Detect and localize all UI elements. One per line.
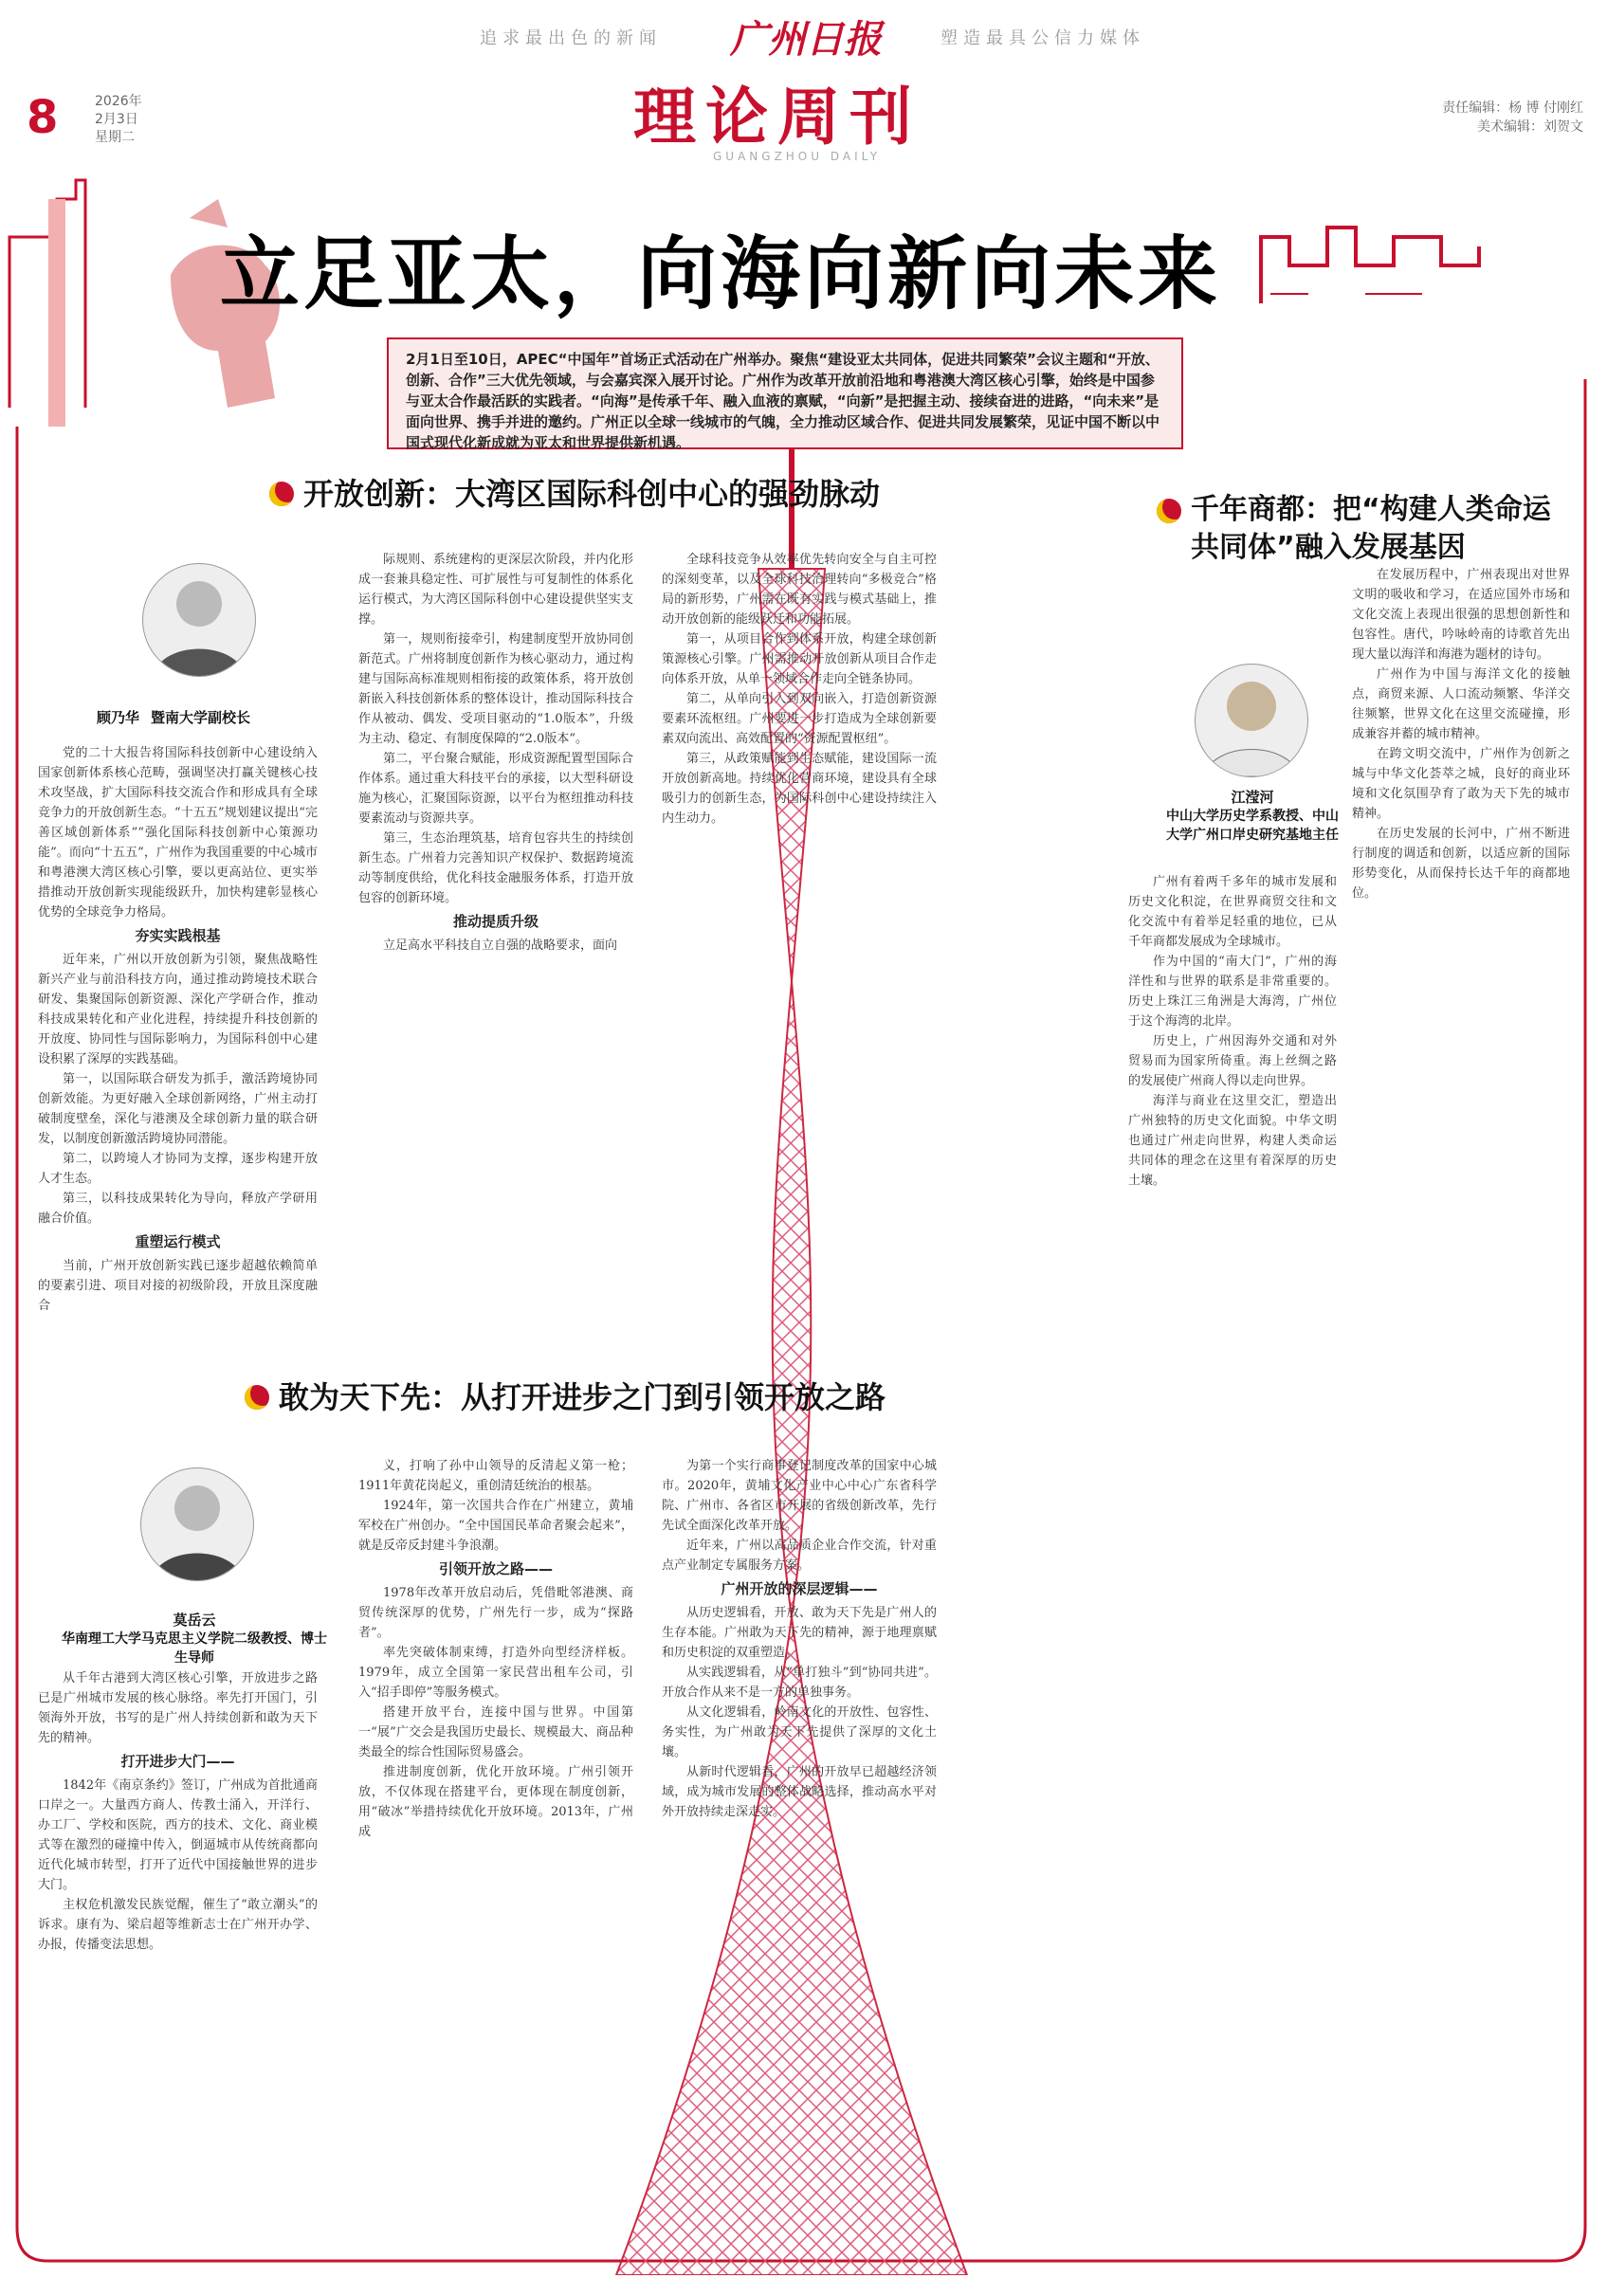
subhead: 引领开放之路—— [438,1560,553,1577]
paragraph: 全球科技竞争从效率优先转向安全与自主可控的深刻变革，以及全球科技治理转向“多极竞合”格局的新形势，广州需在既有实践与模式基础上，推动开放创新的能级跃迁和功能拓展。 [662,553,937,627]
author-title: 暨南大学副校长 [151,709,251,726]
date-line: 2月3日 [95,112,138,127]
paragraph: 1842年《南京条约》签订，广州成为首批通商口岸之一。大量西方商人、传教士涌入，开洋行、办工厂、学校和医院，西方的技术、文化、商业模式等在激烈的碰撞中传入，倒逼城市从传统商都向近代化城市转型，打开了近代中国接触世界的进步大门。 [38,1778,318,1892]
section3-column-2 [358,1456,633,1842]
paragraph: 主权危机激发民族觉醒，催生了“敢立潮头”的诉求。康有为、梁启超等维新志士在广州开办学、办报，传播变法思想。 [38,1898,318,1952]
author-portrait-mo [140,1467,254,1581]
section3-column-3 [662,1456,937,1822]
paragraph: 海洋与商业在这里交汇，塑造出广州独特的历史文化面貌。中华文明也通过广州走向世界，构建人类命运共同体的理念在这里有着深厚的历史土壤。 [1128,1094,1337,1188]
paragraph: 第二，以跨境人才协同为支撑，逐步构建开放人才生态。 [38,1152,318,1186]
editor-credits [1308,99,1583,137]
author-portrait-jiang [1195,664,1308,777]
section3-title-text: 敢为天下先：从打开进步之门到引领开放之路 [279,1379,886,1415]
section1-title [269,474,952,514]
section3-column-1 [38,1668,318,1955]
paragraph: 义，打响了孙中山领导的反清起义第一枪；1911年黄花岗起义，重创清廷统治的根基。 [358,1459,633,1493]
paragraph: 从文化逻辑看，岭南文化的开放性、包容性、务实性，为广州敢为天下先提供了深厚的文化土壤。 [662,1705,937,1759]
paragraph: 党的二十大报告将国际科技创新中心建设纳入国家创新体系核心范畴，强调坚决打赢关键核心技术攻坚战，扩大国际科技交流合作和形成具有全球竞争力的开放创新生态。“十五五”规划建议提出“完善区域创新体系”“强化国际科技创新中心策源功能”。而向“十五五”，广州作为我国重要的中心城市和粤港澳大湾区核心引擎，要以更高站位、更实举措推动开放创新实现能级跃升，加快构建彰显核心优势的全球竞争力格局。 [38,746,318,920]
person-icon [1196,665,1307,776]
subhead: 重塑运行模式 [135,1233,221,1250]
subhead: 夯实实践根基 [135,927,221,944]
subhead: 推动提质升级 [452,913,539,930]
section-brand: 理论周刊 [633,80,922,154]
author-name: 江滢河 [1231,789,1274,806]
paragraph: 第三，生态治理筑基，培育包容共生的持续创新生态。广州着力完善知识产权保护、数据跨境流动等制度供给，优化科技金融服务体系，打造开放包容的创新环境。 [358,831,633,905]
date-line: 2026年 [95,94,142,109]
subhead: 打开进步大门—— [120,1753,235,1770]
section-brand-sub: GUANGZHOU DAILY [713,150,882,163]
author-title: 华南理工大学马克思主义学院二级教授、博士生导师 [62,1631,327,1666]
paragraph: 从新时代逻辑看，广州的开放早已超越经济领域，成为城市发展的整体战略选择，推动高水平对外开放持续走深走实。 [662,1765,937,1819]
skyline-right-decoration [1261,228,1479,303]
section-bullet-icon [269,482,294,506]
editor-line: 责任编辑：杨 博 付刚红 [1442,100,1583,116]
page-headline: 立足亚太，向海向新向未来 [220,228,1222,320]
paragraph: 1924年，第一次国共合作在广州建立，黄埔军校在广州创办。“全中国国民革命者聚会起来”，就是反帝反封建斗争浪潮。 [358,1499,633,1553]
author-name: 顾乃华 [97,709,140,726]
paragraph: 在历史发展的长河中，广州不断进行制度的调适和创新，以适应新的国际形势变化，从而保持长达千年的商都地位。 [1352,827,1570,901]
paragraph: 广州有着两千多年的城市发展和历史文化积淀，在世界商贸交往和文化交流中有着举足轻重的地位，已从千年商都发展成为全球城市。 [1128,875,1337,949]
slogan-left: 追求最出色的新闻 [480,28,662,48]
issue-date [95,93,142,147]
author-byline-mo [57,1610,332,1667]
section2-title-text: 千年商都：把“构建人类命运共同体”融入发展基因 [1191,493,1551,564]
section-bullet-icon [245,1385,269,1410]
slogan-right: 塑造最具公信力媒体 [940,28,1145,48]
section2-title [1157,491,1564,567]
paragraph: 在跨文明交流中，广州作为创新之城与中华文化荟萃之城，良好的商业环境和文化氛围孕育了敢为天下先的城市精神。 [1352,747,1570,821]
page-number: 8 [27,91,59,144]
paragraph: 推进制度创新，优化开放环境。广州引领开放，不仅体现在搭建平台，更体现在制度创新，用“破冰”举措持续优化开放环境。2013年，广州成 [358,1765,633,1839]
paragraph: 1978年改革开放启动后，凭借毗邻港澳、商贸传统深厚的优势，广州先行一步，成为“探路者”。 [358,1586,633,1640]
person-icon [143,564,255,676]
paragraph: 近年来，广州以高品质企业合作交流，针对重点产业制定专属服务方案。 [662,1539,937,1573]
paragraph: 率先突破体制束缚，打造外向型经济样板。1979年，成立全国第一家民营出租车公司，引入“招手即停”等服务模式。 [358,1646,633,1700]
person-icon [141,1468,253,1580]
paragraph: 近年来，广州以开放创新为引领，聚焦战略性新兴产业与前沿科技方向，通过推动跨境技术联合研发、集聚国际创新资源、深化产学研合作，推动科技成果转化和产业化进程，持续提升科技创新的开放度、协同性与国际影响力，为国际科创中心建设积累了深厚的实践基础。 [38,953,318,1066]
paragraph: 从实践逻辑看，从“单打独斗”到“协同共进”。开放合作从来不是一方的单独事务。 [662,1666,937,1700]
subhead: 广州开放的深层逻辑—— [721,1580,878,1597]
section1-column-2 [358,550,633,956]
paragraph: 第一，规则衔接牵引，构建制度型开放协同创新范式。广州将制度创新作为核心驱动力，通过构建与国际高标准规则相衔接的政策体系，将开放创新嵌入科技创新体系的整体设计，推动国际科技合作从被动、偶发、受项目驱动的“1.0版本”，升级为主动、稳定、有制度保障的“2.0版本”。 [358,632,633,746]
paragraph: 第二，从单向引入到双向嵌入，打造创新资源要素环流枢纽。广州要进一步打造成为全球创新要素双向流出、高效配置的“资源配置枢纽”。 [662,692,937,746]
paragraph: 第一，以国际联合研发为抓手，激活跨境协同创新效能。为更好融入全球创新网络，广州主动打破制度壁垒，深化与港澳及全球创新力量的联合研发，以制度创新激活跨境协同潜能。 [38,1072,318,1146]
paragraph: 第二，平台聚合赋能，形成资源配置型国际合作体系。通过重大科技平台的承接，以大型科研设施为核心，汇聚国际资源，以平台为枢纽推动科技要素流动与资源共享。 [358,752,633,826]
paragraph: 在发展历程中，广州表现出对世界文明的吸收和学习，在适应国外市场和文化交流上表现出很强的思想创新性和包容性。唐代，吟咏岭南的诗歌首先出现大量以海洋和海港为题材的诗句。 [1352,568,1570,662]
author-portrait-gu [142,563,256,677]
paragraph: 从千年古港到大湾区核心引擎，开放进步之路已是广州城市发展的核心脉络。率先打开国门，引领海外开放，书写的是广州人持续创新和敢为天下先的精神。 [38,1671,318,1745]
newspaper-logo: 广州日报 [730,17,882,62]
section2-column-right [1352,565,1570,903]
paragraph: 从历史逻辑看，开放、敢为天下先是广州人的生存本能。广州敢为天下先的精神，源于地理禀赋和历史积淀的双重塑造。 [662,1606,937,1660]
section2-column-left [1128,872,1337,1191]
paragraph: 第一，从项目合作到体系开放，构建全球创新策源核心引擎。广州需推动开放创新从项目合作走向体系开放，从单一领域合作走向全链条协同。 [662,632,937,686]
section1-title-text: 开放创新：大湾区国际科创中心的强劲脉动 [303,476,881,512]
paragraph: 际规则、系统建构的更深层次阶段，并内化形成一套兼具稳定性、可扩展性与可复制性的体系化运行模式，为大湾区国际科创中心建设提供坚实支撑。 [358,553,633,627]
author-title: 中山大学历史学系教授、中山大学广州口岸史研究基地主任 [1166,809,1339,843]
paragraph: 第三，从政策赋能到生态赋能，建设国际一流开放创新高地。持续优化营商环境，建设具有全球吸引力的创新生态，为国际科创中心建设持续注入内生动力。 [662,752,937,826]
section1-column-3 [662,550,937,829]
author-byline-gu [97,707,315,727]
section-bullet-icon [1157,499,1181,523]
paragraph: 第三，以科技成果转化为导向，释放产学研用融合价值。 [38,1192,318,1226]
paragraph: 搭建开放平台，连接中国与世界。中国第一“展”广交会是我国历史最长、规模最大、商品种类最全的综合性国际贸易盛会。 [358,1705,633,1759]
skyline-decoration [9,180,85,427]
paragraph: 广州作为中国与海洋文化的接触点，商贸来源、人口流动频繁、华洋交往频繁，世界文化在这里交流碰撞，形成兼容并蓄的城市精神。 [1352,667,1570,741]
paragraph: 立足高水平科技自立自强的战略要求，面向 [383,938,618,953]
intro-box: 2月1日至10日，APEC“中国年”首场正式活动在广州举办。聚焦“建设亚太共同体，促进共同繁荣”会议主题和“开放、创新、合作”三大优先领域，与会嘉宾深入展开讨论。广州作为改革开放前沿地和粤港澳大湾区核心引擎，始终是中国参与亚太合作最活跃的实践者。“向海”是传承千年、融入血液的禀赋，“向新”是把握主动、接续奋进的进路，“向未来”是面向世界、携手并进的邀约。广州正以全球一线城市的气魄，全力推动区域合作、促进共同发展繁荣，见证中国不断以中国式现代化新成就为亚太和世界提供新机遇。 [387,337,1183,449]
section1-column-1 [38,743,318,1316]
paragraph: 当前，广州开放创新实践已逐步超越依赖简单的要素引进、项目对接的初级阶段，开放且深度融合 [38,1259,318,1313]
date-line: 星期二 [95,130,135,145]
editor-line: 美术编辑：刘贺文 [1477,119,1583,135]
paragraph: 历史上，广州因海外交通和对外贸易而为国家所倚重。海上丝绸之路的发展使广州商人得以走向世界。 [1128,1034,1337,1088]
paragraph: 作为中国的“南大门”，广州的海洋性和与世界的联系是非常重要的。历史上珠江三角洲是大海湾，广州位于这个海湾的北岸。 [1128,955,1337,1029]
section3-title [245,1377,965,1417]
author-name: 莫岳云 [173,1612,216,1629]
paragraph: 为第一个实行商事登记制度改革的国家中心城市。2020年，黄埔文化产业中心中心广东省科学院、广州市、各省区市开展的省级创新改革，先行先试全面深化改革开放。 [662,1459,937,1533]
author-byline-jiang [1162,787,1342,845]
